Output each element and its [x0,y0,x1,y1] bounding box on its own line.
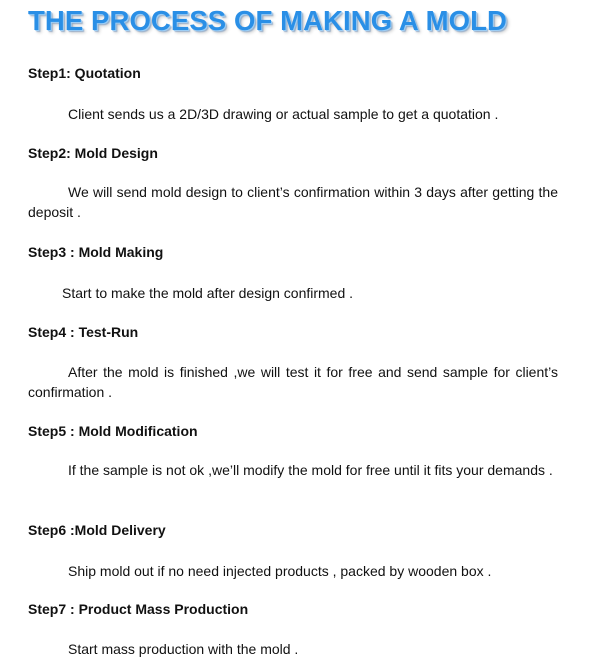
step-7 [28,600,558,659]
step-2 [28,144,558,222]
step-body: Start mass production with the mold . [68,641,299,657]
step-heading: Step1: Quotation [28,65,141,81]
step-body: Start to make the mold after design confirmed . [62,285,354,301]
step-body: We will send mold design to client’s confirmation within 3 days after getting the deposit . [28,184,558,220]
page-title: THE PROCESS OF MAKING A MOLD [28,5,507,36]
step-heading: Step2: Mold Design [28,145,158,161]
step-3 [28,243,558,303]
step-heading: Step6 :Mold Delivery [28,522,166,538]
step-4 [28,323,558,402]
step-heading: Step7 : Product Mass Production [28,601,249,617]
step-body: Ship mold out if no need injected products , packed by wooden box . [68,563,492,579]
step-heading: Step3 : Mold Making [28,244,164,260]
step-heading: Step5 : Mold Modification [28,423,198,439]
step-body: Client sends us a 2D/3D drawing or actual sample to get a quotation . [68,106,499,122]
step-heading: Step4 : Test-Run [28,324,139,340]
step-1 [28,64,558,124]
step-6 [28,521,558,581]
step-5 [28,422,558,480]
step-body: After the mold is finished ,we will test it for free and send sample for client’s confirmation . [28,364,558,400]
step-body: If the sample is not ok ,we’ll modify the mold for free until it fits your demands . [68,462,553,478]
